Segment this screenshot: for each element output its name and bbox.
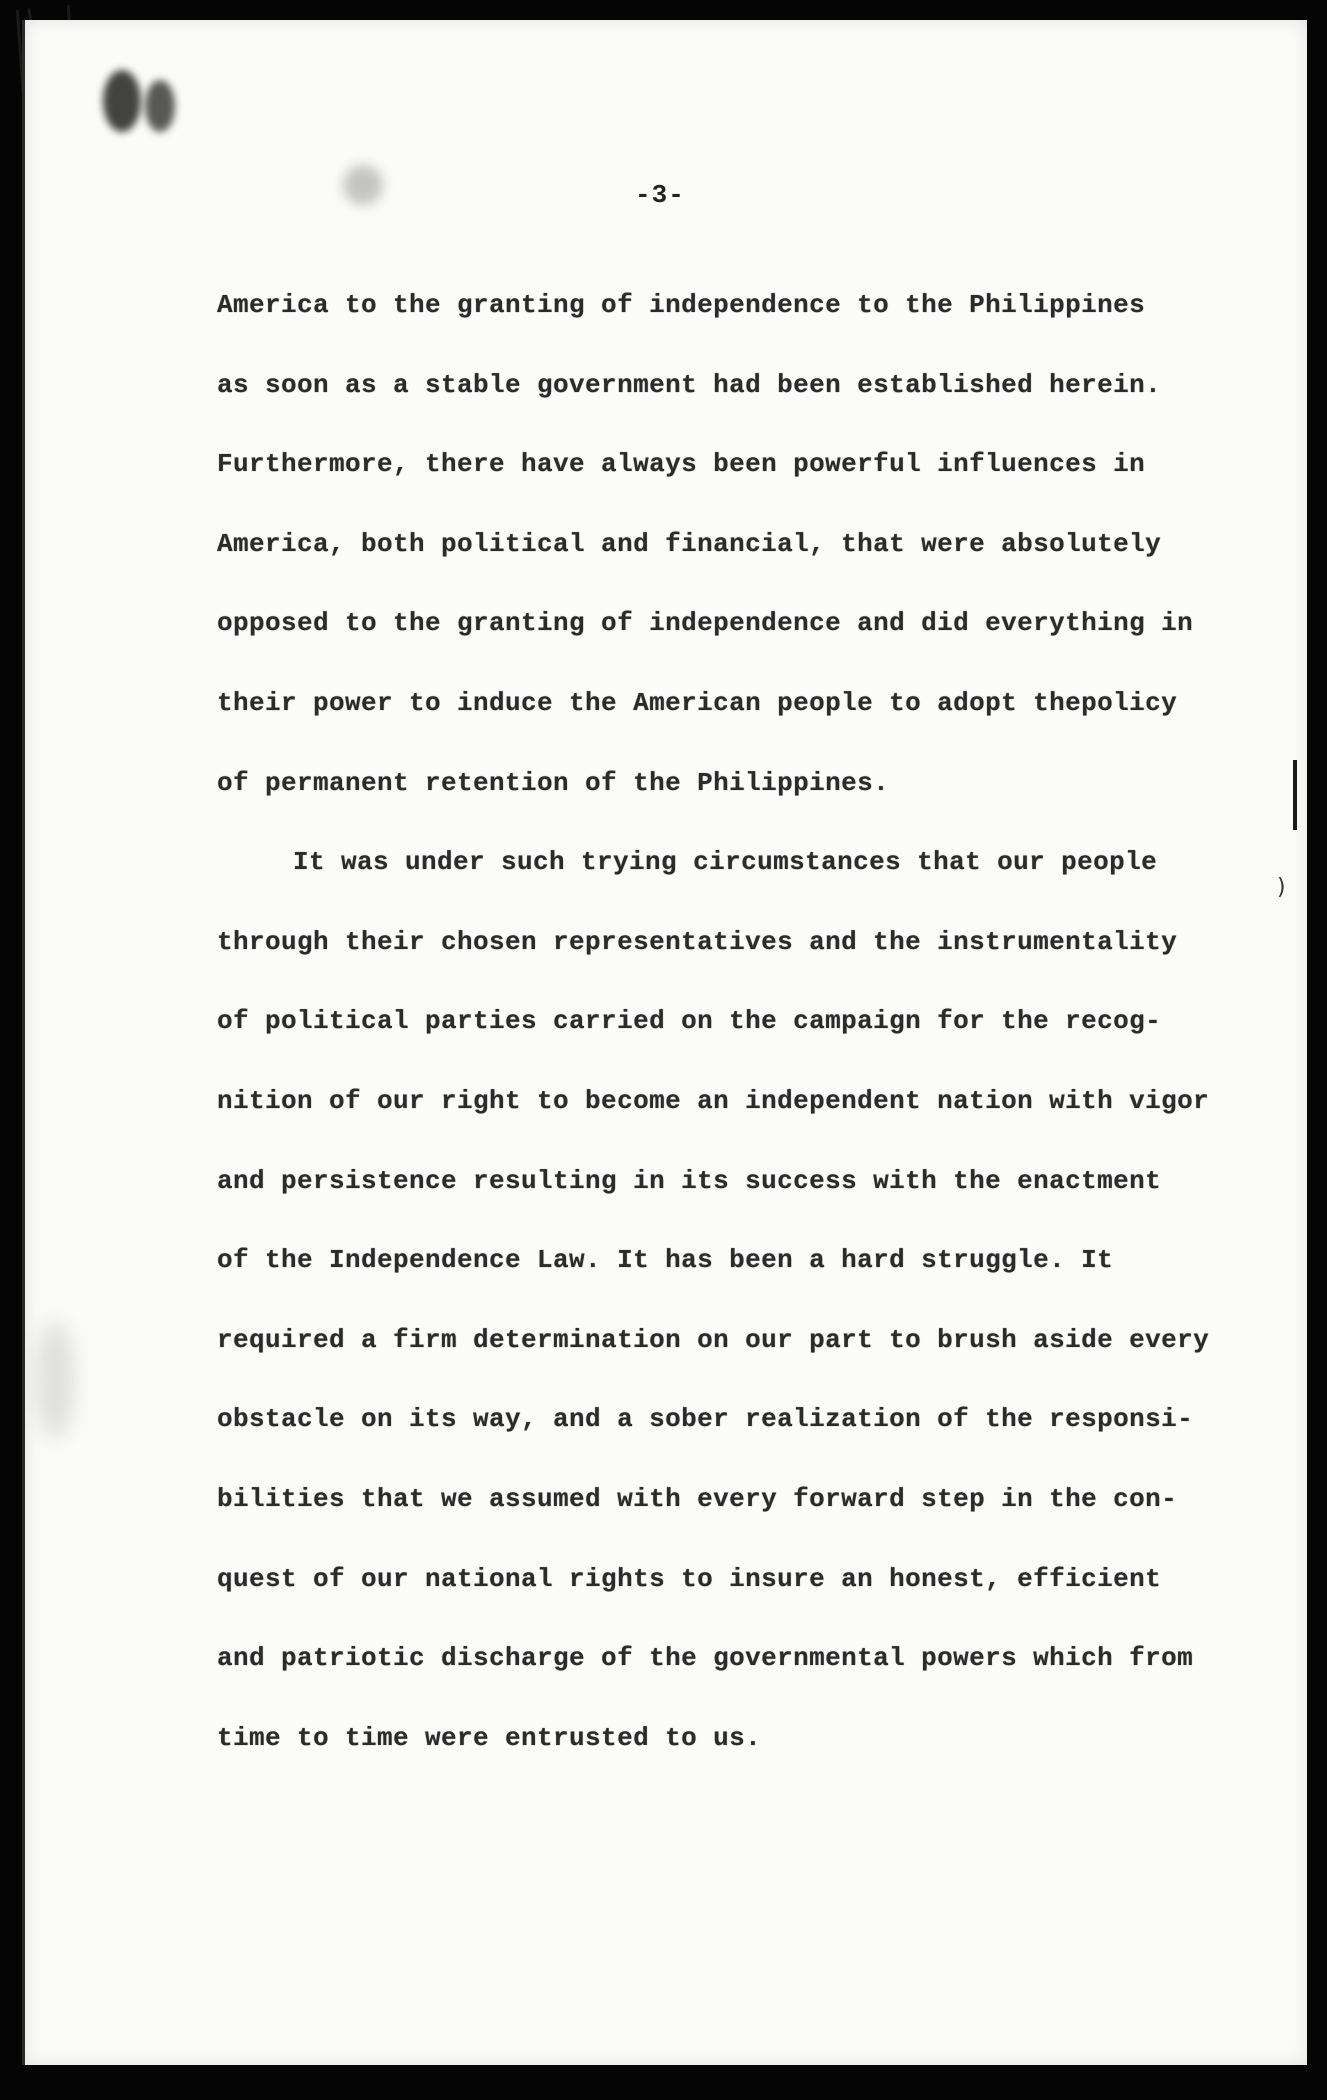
ink-smudge: [103, 70, 141, 132]
page-edge-mark: [1293, 760, 1297, 830]
text-line: Furthermore, there have always been powerful influences in: [217, 449, 1146, 480]
text-line: of the Independence Law. It has been a hard struggle. It: [217, 1245, 1114, 1276]
text-line: and patriotic discharge of the governmental powers which from: [217, 1643, 1194, 1674]
ink-smudge: [35, 1320, 75, 1440]
text-line: nition of our right to become an independent nation with vigor: [217, 1085, 1210, 1116]
text-line: as soon as a stable government had been established herein.: [217, 369, 1162, 400]
text-line: their power to induce the American people to adopt thepolicy: [217, 687, 1178, 718]
text-line: opposed to the granting of independence and did everything in: [217, 608, 1194, 639]
text-line: America, both political and financial, that were absolutely: [217, 528, 1162, 559]
text-line: time to time were entrusted to us.: [217, 1722, 762, 1753]
body-text: [217, 290, 1227, 1802]
document-page: [22, 20, 1307, 2065]
text-line: required a firm determination on our part to brush aside every: [217, 1324, 1210, 1355]
text-line: America to the granting of independence to the Philippines: [217, 290, 1146, 320]
margin-mark: ): [1275, 875, 1289, 900]
text-line: through their chosen representatives and the instrumentality: [217, 926, 1178, 957]
text-line: obstacle on its way, and a sober realization of the responsi-: [217, 1404, 1194, 1435]
text-line: bilities that we assumed with every forward step in the con-: [217, 1483, 1178, 1514]
text-line: It was under such trying circumstances that our people: [293, 847, 1158, 878]
ink-smudge: [145, 80, 175, 132]
text-line: of political parties carried on the campaign for the recog-: [217, 1006, 1162, 1037]
ink-smudge: [343, 165, 383, 205]
text-line: and persistence resulting in its success with the enactment: [217, 1165, 1162, 1196]
text-line: of permanent retention of the Philippines.: [217, 767, 890, 798]
text-line: quest of our national rights to insure an honest, efficient: [217, 1563, 1162, 1594]
page-number: -3-: [635, 180, 685, 210]
